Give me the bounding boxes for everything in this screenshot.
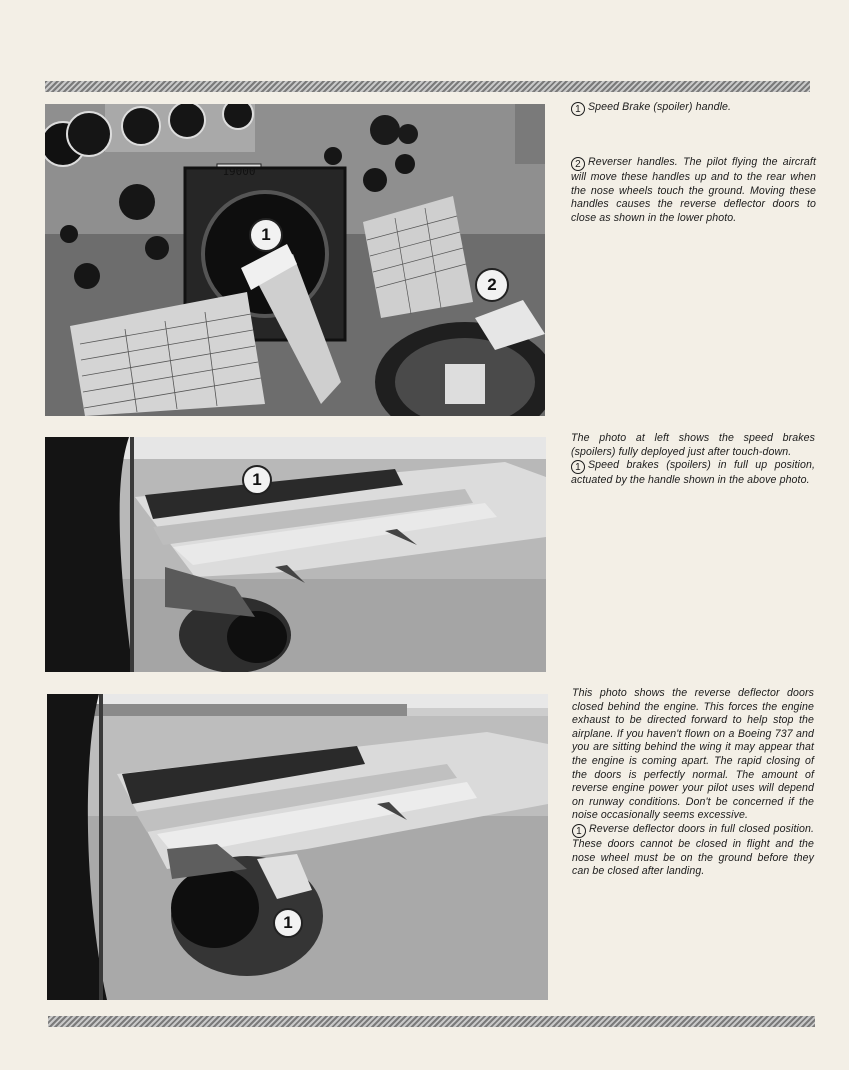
altitude-readout: 19000 [222,165,256,178]
caption-intro: The photo at left shows the speed brakes (spoilers) fully deployed just after touch-down. [571,432,815,458]
bottom-rule [48,1016,815,1027]
caption-number: 1 [571,460,585,474]
caption-number: 1 [572,824,586,838]
caption-reverser-handles [571,156,816,225]
caption-spoilers [571,432,815,488]
caption-reverse-deflector [572,687,814,879]
caption-text: Reverse deflector doors in full closed position. These doors cannot be closed in flight and the nose wheel must be on the ground before they can be closed after landing. [572,822,814,878]
caption-speed-brake [571,101,816,116]
caption-number: 2 [571,157,585,171]
cockpit-photo [45,104,545,416]
caption-number: 1 [571,102,585,116]
caption-intro: This photo shows the reverse deflector doors closed behind the engine. This forces the engine exhaust to be directed forward to help stop the airplane. If you haven't flown on a Boeing 737 and you are sitting behind the wing it may appear that the engine is coming apart. The rapid closing of the doors is perfectly normal. The amount of reverse engine power your pilot uses will depend on runway conditions. Don't be concerned if the noise occasionally seems excessive. [572,687,814,822]
callout-2: 2 [475,268,509,302]
reverser-photo [47,694,548,1000]
callout-1: 1 [242,465,272,495]
top-rule [45,81,810,92]
spoilers-photo [45,437,546,672]
caption-text: Speed brakes (spoilers) in full up position, actuated by the handle shown in the above photo. [571,459,815,487]
caption-text: Reverser handles. The pilot flying the aircraft will move these handles up and to the rear when the nose wheels touch the ground. Moving these handles causes the reverse deflector doors to close as shown in the lower photo. [571,156,816,224]
callout-1: 1 [249,218,283,252]
caption-text: Speed Brake (spoiler) handle. [588,101,732,113]
callout-1: 1 [273,908,303,938]
